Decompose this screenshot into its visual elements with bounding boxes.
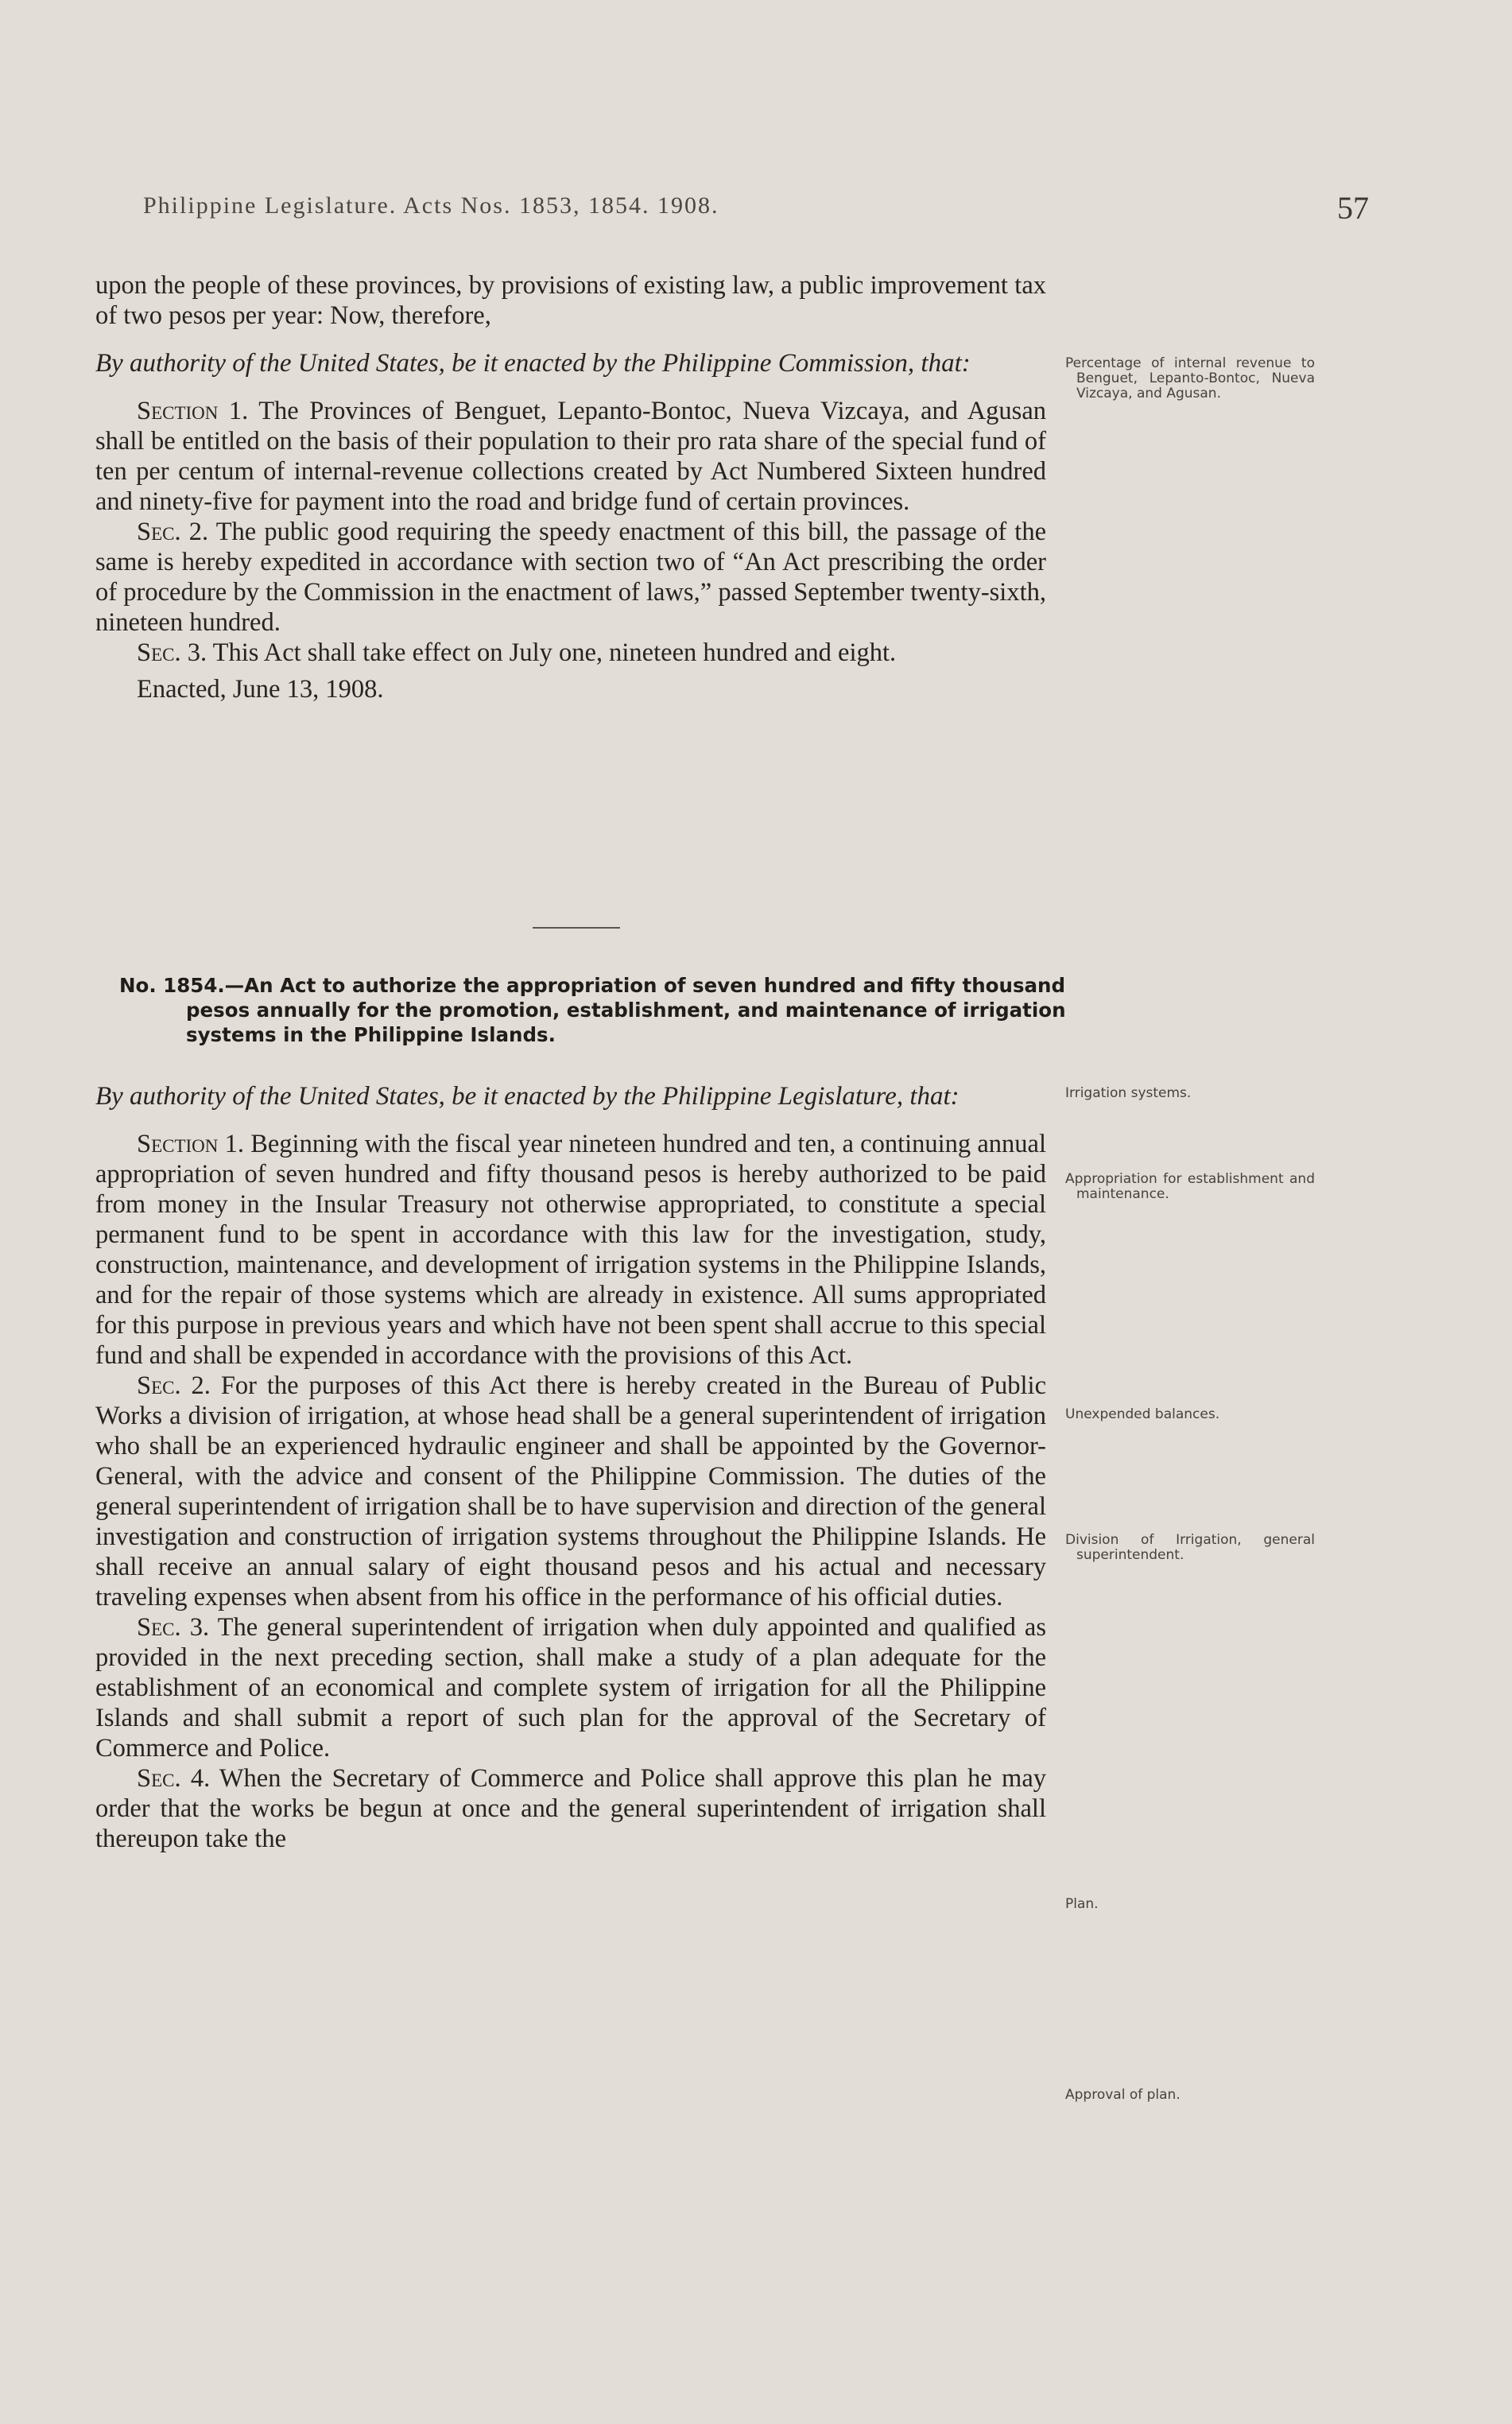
section-text: For the purposes of this Act there is hereby created in the Bureau of Public Works a division of irrigation, at whose head shall be a general superintendent of irrigation who shall be an experienced hydraulic engineer and shall be appointed by the Governor-General, with the advice and consent of the Philippine Commission. The duties of the general superintendent of irrigation shall be to have supervision and direction of the general investigation and construction of irrigation systems throughout the Philippine Islands. He shall receive an annual salary of eight thousand pesos and his actual and necessary traveling expenses when absent from his office in the performance of his official duties.: [95, 1371, 1047, 1611]
section-text: When the Secretary of Commerce and Police shall approve this plan he may order that the works be begun at once and the general superintendent of irrigation shall thereupon take the: [95, 1764, 1046, 1853]
section-label: Sec. 2.: [137, 1371, 211, 1400]
running-header: Philippine Legislature. Acts Nos. 1853, 1854. 1908.: [143, 192, 719, 219]
margin-note-internal-revenue: Percentage of internal revenue to Benguet, Lepanto-Bontoc, Nueva Vizcaya, and Agusan.: [1065, 355, 1315, 401]
section-text: Beginning with the fiscal year nineteen hundred and ten, a continuing annual appropriation of seven hundred and fifty thousand pesos is hereby authorized to be paid from money in the Insular Treasury not otherwise appropriated, to constitute a special permanent fund to be spent in accordance with this law for the investigation, study, construction, maintenance, and development of irrigation systems in the Philippine Islands, and for the repair of those systems which are already in existence. All sums appropriated for this purpose in previous years and which have not been spent shall accrue to this special fund and shall be expended in accordance with the provisions of this Act.: [95, 1130, 1046, 1370]
margin-note-plan: Plan.: [1065, 1896, 1099, 1912]
section-label: Sec. 3.: [137, 1613, 210, 1642]
enacting-clause-1853: By authority of the United States, be it enacted by the Philippine Commission, that:: [95, 349, 971, 378]
act-1853-body: [95, 270, 1046, 704]
act-1854-title: No. 1854.—An Act to authorize the appropriation of seven hundred and fifty thousand pesos annually for the promotion, establishment, and maintenance of irrigation systems in the Philippine Islands.: [119, 974, 1066, 1046]
margin-note-appropriation: Appropriation for establishment and maintenance.: [1065, 1171, 1315, 1202]
section-text: The general superintendent of irrigation when duly appointed and qualified as provided in the next preceding section, shall make a study of a plan adequate for the establishment of an economical and complete system of irrigation for all the Philippine Islands and shall submit a report of such plan for the approval of the Secretary of Commerce and Police.: [95, 1613, 1046, 1763]
margin-note-approval-of-plan: Approval of plan.: [1065, 2087, 1181, 2103]
page-number: 57: [1337, 190, 1369, 226]
act-1854-section-1: [95, 1129, 1046, 1371]
section-text: The Provinces of Benguet, Lepanto-Bontoc, Nueva Vizcaya, and Agusan shall be entitled on the basis of their population to their pro rata share of the special fund of ten per centum of internal-revenue collections created by Act Numbered Sixteen hundred and ninety-five for payment into the road and bridge fund of certain provinces.: [95, 397, 1046, 516]
enacted-date: Enacted, June 13, 1908.: [137, 675, 384, 704]
act-1854-body: [95, 1081, 1046, 1854]
section-label: Sec. 4.: [137, 1764, 211, 1793]
section-label: Sec. 2.: [137, 518, 209, 546]
margin-note-unexpended-balances: Unexpended balances.: [1065, 1406, 1220, 1422]
act-1854-section-2: [95, 1371, 1046, 1612]
enacting-clause-1854: By authority of the United States, be it enacted by the Philippine Legislature, that:: [95, 1082, 960, 1111]
act-1854-section-3: [95, 1612, 1046, 1763]
section-text: This Act shall take effect on July one, nineteen hundred and eight.: [212, 638, 897, 667]
section-label: Sec. 3.: [137, 638, 207, 667]
section-text: The public good requiring the speedy enactment of this bill, the passage of the same is hereby expedited in accordance with section two of “An Act prescribing the order of procedure by the Commission in the enactment of laws,” passed September twenty-sixth, nineteen hundred.: [95, 518, 1046, 637]
section-divider: [533, 927, 620, 929]
act-1853-section-2: [95, 517, 1046, 638]
act-1854-section-4: [95, 1763, 1046, 1854]
preamble-ending: upon the people of these provinces, by provisions of existing law, a public improvement tax of two pesos per year: Now, therefore,: [95, 271, 1046, 330]
section-label: Section 1.: [137, 397, 249, 425]
margin-note-irrigation-systems: Irrigation systems.: [1065, 1085, 1192, 1101]
section-label: Section 1.: [137, 1130, 244, 1158]
margin-note-division-of-irrigation: Division of Irrigation, general superintendent.: [1065, 1532, 1315, 1563]
act-1853-section-3: [95, 638, 1046, 668]
act-1853-section-1: [95, 396, 1046, 517]
